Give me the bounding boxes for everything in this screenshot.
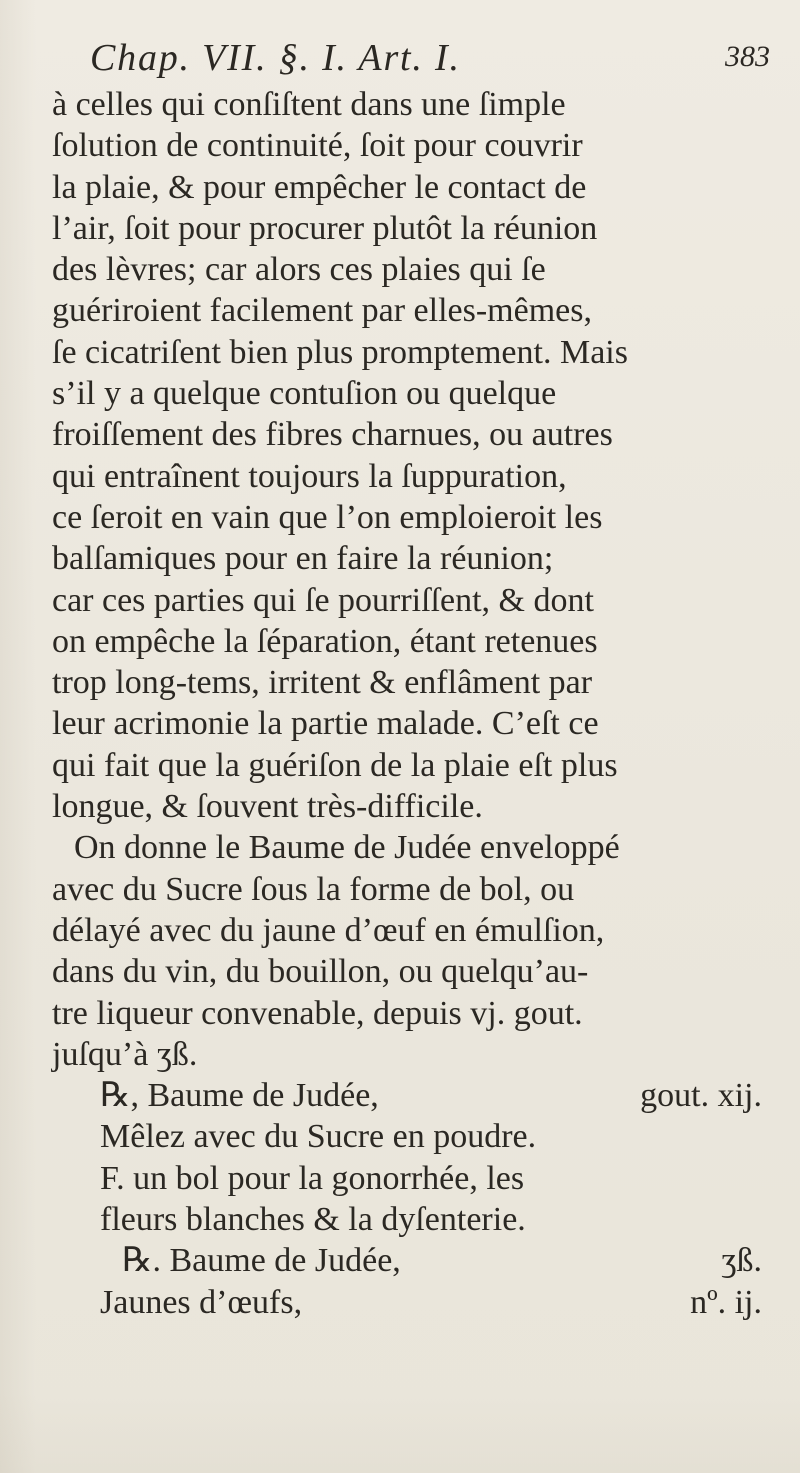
text-line: balſamiques pour en faire la réunion; bbox=[52, 540, 554, 578]
page-text bbox=[52, 84, 772, 1323]
paper-shadow-left bbox=[0, 0, 36, 1473]
text-line: l’air, ſoit pour procurer plutôt la réunion bbox=[52, 209, 598, 247]
recipe-ingredient: Jaunes d’œufs, bbox=[100, 1283, 303, 1321]
text-line: guériroient facilement par elles-mêmes, bbox=[52, 292, 592, 330]
text-line: avec du Sucre ſous la forme de bol, ou bbox=[52, 870, 575, 908]
paper-shadow-bottom bbox=[0, 1393, 800, 1473]
text-line: qui fait que la guériſon de la plaie eſt plus bbox=[52, 746, 618, 784]
text-line: leur acrimonie la partie malade. C’eſt ce bbox=[52, 705, 599, 743]
running-header bbox=[80, 36, 770, 86]
recipe-quantity: gout. xij. bbox=[640, 1077, 762, 1115]
recipe-ingredient: ℞. Baume de Judée, bbox=[122, 1242, 401, 1280]
recipe-instruction-line: Mêlez avec du Sucre en poudre. bbox=[100, 1118, 537, 1156]
text-line: ſe cicatriſent bien plus promptement. Mais bbox=[52, 333, 628, 371]
recipe-quantity: ʒß. bbox=[721, 1242, 762, 1280]
recipe-ingredient-line bbox=[52, 1282, 762, 1323]
recipe-ingredient: ℞, Baume de Judée, bbox=[100, 1077, 379, 1115]
text-line: on empêche la ſéparation, étant retenues bbox=[52, 622, 598, 660]
recipe-quantity: nº. ij. bbox=[690, 1283, 762, 1321]
text-line: dans du vin, du bouillon, ou quelqu’au- bbox=[52, 953, 589, 991]
text-line: juſqu’à ʒß. bbox=[52, 1035, 198, 1073]
text-line: des lèvres; car alors ces plaies qui ſe bbox=[52, 251, 546, 289]
recipe-use-line: F. un bol pour la gonorrhée, les bbox=[100, 1159, 525, 1197]
text-line: la plaie, & pour empêcher le contact de bbox=[52, 168, 587, 206]
text-line: s’il y a quelque contuſion ou quelque bbox=[52, 375, 557, 413]
text-line: ce ſeroit en vain que l’on emploieroit les bbox=[52, 498, 603, 536]
text-line: délayé avec du jaune d’œuf en émulſion, bbox=[52, 911, 605, 949]
text-line: longue, & ſouvent très-difficile. bbox=[52, 788, 483, 826]
page-number: 383 bbox=[725, 40, 770, 73]
recipe-ingredient-line bbox=[52, 1075, 762, 1116]
recipe-ingredient-line bbox=[52, 1240, 762, 1281]
text-line: à celles qui conſiſtent dans une ſimple bbox=[52, 86, 566, 123]
text-line: trop long-tems, irritent & enflâment par bbox=[52, 664, 593, 702]
text-line: qui entraînent toujours la ſuppuration, bbox=[52, 457, 567, 495]
text-line: tre liqueur convenable, depuis vj. gout. bbox=[52, 994, 583, 1032]
text-line: car ces parties qui ſe pourriſſent, & dont bbox=[52, 581, 594, 619]
chapter-heading: Chap. VII. §. I. Art. I. bbox=[90, 37, 461, 79]
text-line: ſolution de continuité, ſoit pour couvrir bbox=[52, 127, 583, 165]
recipe-use-line: fleurs blanches & la dyſenterie. bbox=[100, 1201, 526, 1239]
paragraph-start-line: On donne le Baume de Judée enveloppé bbox=[74, 829, 620, 867]
text-line: froiſſement des fibres charnues, ou autres bbox=[52, 416, 613, 454]
